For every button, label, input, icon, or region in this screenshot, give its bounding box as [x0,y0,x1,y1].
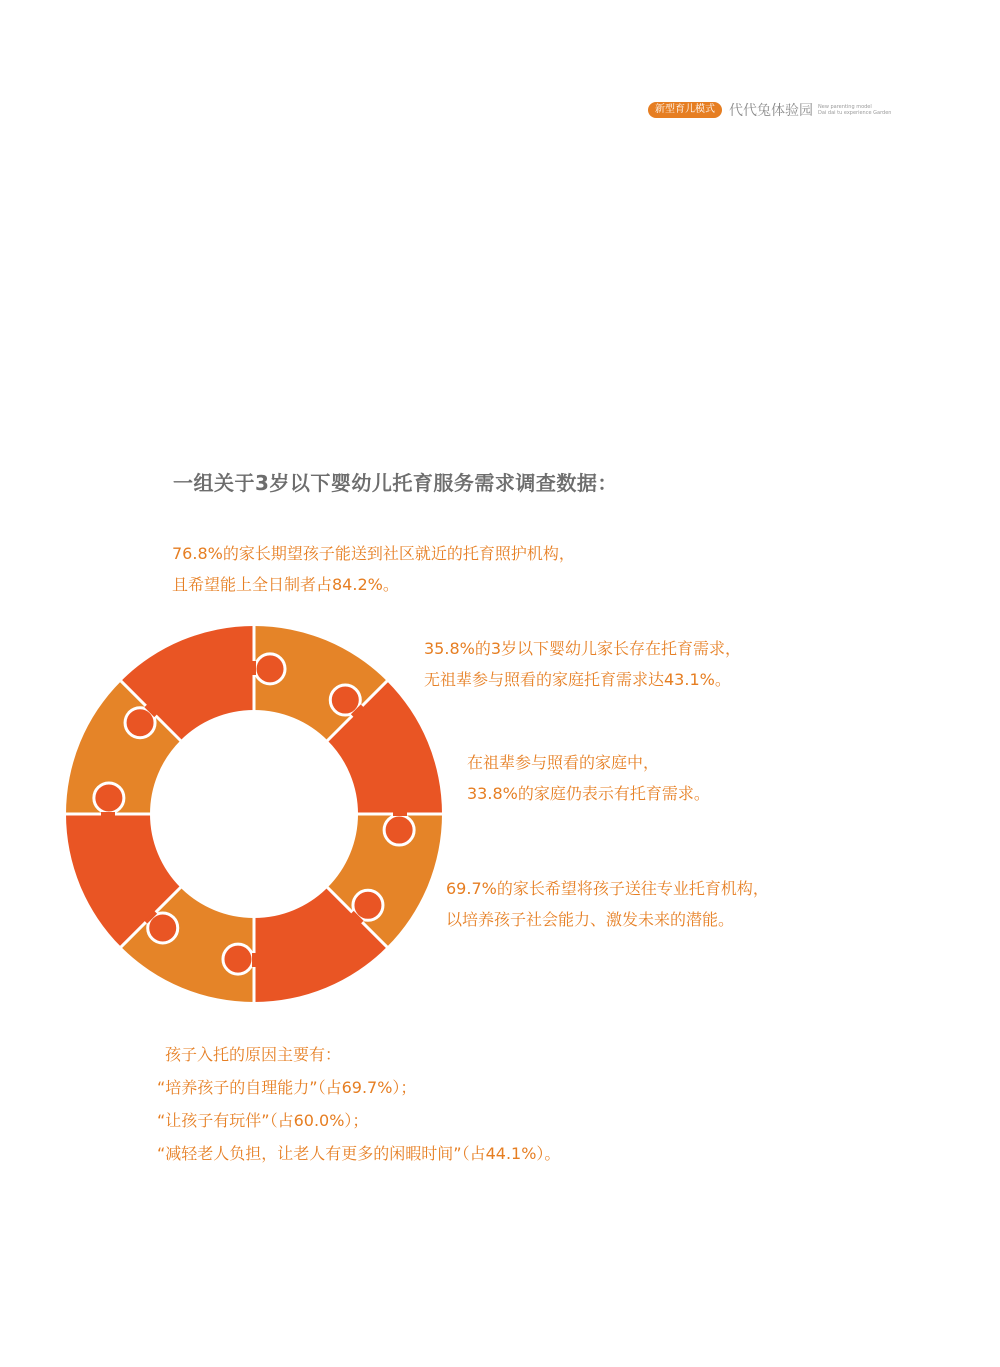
puzzle-tab [384,815,414,845]
page-heading: 一组关于3岁以下婴幼儿托育服务需求调查数据： [173,471,618,495]
reason-item-1: “培养孩子的自理能力”（占69.7%）； [157,1078,417,1097]
section-tag: 新型育儿模式 [648,102,722,118]
stat-2-line-2: 无祖辈参与照看的家庭托育需求达43.1%。 [424,670,731,689]
brand-name: 代代兔体验园 [729,103,813,119]
page-header [648,99,891,121]
puzzle-tab [223,944,253,974]
brand-english-line2: Dai dai tu experience Garden [818,110,892,116]
stat-1-line-1: 76.8%的家长期望孩子能送到社区就近的托育照护机构， [172,544,575,563]
reasons-title: 孩子入托的原因主要有： [165,1045,342,1064]
stat-4-line-2: 以培养孩子社会能力、激发未来的潜能。 [446,910,735,929]
puzzle-tab [255,654,285,684]
reason-item-3: “减轻老人负担，让老人有更多的闲暇时间”（占44.1%）。 [157,1144,561,1163]
stat-1-line-2: 且希望能上全日制者占84.2%。 [172,575,399,594]
stat-3-line-2: 33.8%的家庭仍表示有托育需求。 [467,784,710,803]
brand-english-line1: New parenting model [818,104,872,110]
puzzle-tab [94,783,124,813]
stat-block-2 [424,633,741,695]
reason-item-2: “让孩子有玩伴”（占60.0%）； [157,1111,369,1130]
stat-4-line-1: 69.7%的家长希望将孩子送往专业托育机构， [446,879,769,898]
stat-block-1 [172,538,575,600]
reasons-block [157,1038,560,1170]
brand-english [818,104,891,116]
stat-block-3 [467,747,710,809]
puzzle-ring-graphic [64,624,444,1004]
stat-3-line-1: 在祖辈参与照看的家庭中， [467,753,660,772]
stat-2-line-1: 35.8%的3岁以下婴幼儿家长存在托育需求， [424,639,742,658]
stat-block-4 [446,873,769,935]
